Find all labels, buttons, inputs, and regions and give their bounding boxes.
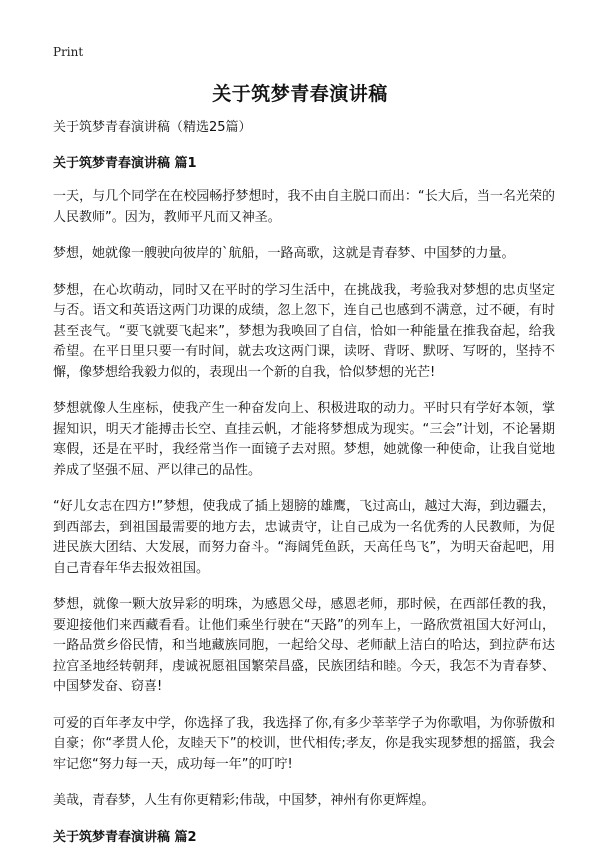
section-heading: 关于筑梦青春演讲稿 篇1 — [53, 156, 197, 171]
paragraph: 梦想就像人生座标，使我产生一种奋发向上、积极进取的动力。平时只有学好本领，掌握知识，明天才能搏击长空、直挂云帆，才能将梦想成为现实。“三会”计划，不论暑期寒假，还是在平时，我经常当作一面镜子去对照。梦想，她就像一种使命，让我自觉地养成了坚强不屈、严以律己的品性。 — [53, 401, 555, 478]
paragraph: 梦想，就像一颗大放异彩的明珠，为感恩父母，感恩老师，那时候，在西部任教的我，要迎接他们来西藏看看。让他们乘坐行驶在“天路”的列车上，一路欣赏祖国大好河山，一路品赏乡俗民情，和当地藏族同胞，一起给父母、老师献上洁白的哈达，到拉萨布达拉宫圣地经转朝拜，虔诚祝愿祖国繁荣昌盛，民族团结和睦。今天，我怎不为青春梦、中国梦发奋、窃喜! — [53, 597, 555, 694]
section-heading: 关于筑梦青春演讲稿 篇2 — [53, 829, 197, 845]
paragraph: 可爱的百年孝友中学，你选择了我，我选择了你,有多少莘莘学子为你歌唱，为你骄傲和自豪；你“孝贯人伦，友睦天下”的校训，世代相传;孝友，你是我实现梦想的摇篮，我会牢记您“努力每一天，成功每一年”的叮咛! — [53, 715, 555, 772]
paragraph: 梦想，她就像一艘驶向彼岸的`航船，一路高歌，这就是青春梦、中国梦的力量。 — [53, 246, 515, 261]
document-subtitle: 关于筑梦青春演讲稿（精选25篇） — [53, 120, 252, 135]
page-title: 关于筑梦青春演讲稿 — [212, 83, 388, 105]
document-body — [53, 118, 555, 861]
print-link[interactable]: Print — [53, 45, 84, 59]
paragraph: 美哉，青春梦，人生有你更精彩;伟哉，中国梦，神州有你更辉煌。 — [53, 793, 435, 808]
paragraph: “好儿女志在四方!”梦想，使我成了插上翅膀的雄鹰，飞过高山，越过大海，到边疆去，到西部去，到祖国最需要的地方去，忠诚责守，让自己成为一名优秀的人民教师，为促进民族大团结、大发展，而努力奋斗。“海阔凭鱼跃，天高任鸟飞”，为明天奋起吧，用自己青春年华去报效祖国。 — [53, 499, 555, 576]
paragraph: 一天，与几个同学在在校园畅抒梦想时，我不由自主脱口而出：“长大后，当一名光荣的人民教师”。因为，教师平凡而又神圣。 — [53, 189, 555, 225]
paragraph: 梦想，在心坎萌动，同时又在平时的学习生活中，在挑战我，考验我对梦想的忠贞坚定与否。语文和英语这两门功课的成绩，忽上忽下，连自己也感到不满意，过不硬，有时甚至丧气。“要飞就要飞起来”，梦想为我唤回了自信，恰如一种能量在推我奋起，给我希望。在平日里只要一有时间，就去攻这两门课，读呀、背呀、默呀、写呀的，坚持不懈，像梦想给我毅力似的，表现出一个新的自我，恰似梦想的光芒! — [53, 282, 555, 380]
